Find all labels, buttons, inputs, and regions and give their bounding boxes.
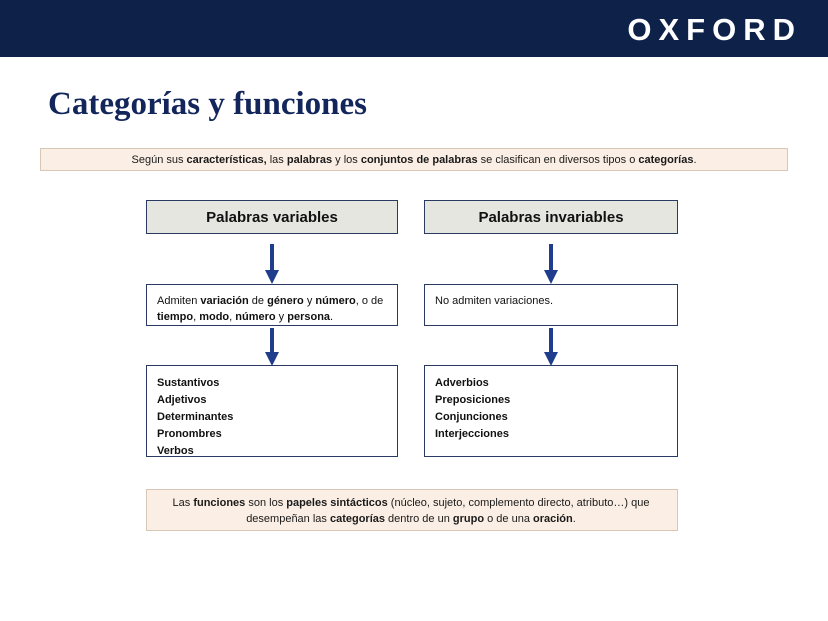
definition-invariables: No admiten variaciones. <box>424 284 678 326</box>
list-item: Preposiciones <box>435 394 511 407</box>
items-invariables <box>424 365 678 457</box>
note-top <box>40 148 788 171</box>
oxford-logo: OXFORD <box>627 12 802 47</box>
arrow-down-icon <box>543 328 559 366</box>
definition-variables: Admiten variación de género y número, o de tiempo, modo, número y persona. <box>146 284 398 326</box>
note-top-text: Según sus características, las palabras y los conjuntos de palabras se clasifican en diversos tipos o categorías. <box>131 153 697 166</box>
column-heading-variables: Palabras variables <box>146 200 398 234</box>
note-bottom <box>146 489 678 531</box>
column-heading-invariables: Palabras invariables <box>424 200 678 234</box>
arrow-down-icon <box>264 328 280 366</box>
list-item: Verbos <box>157 445 194 458</box>
list-item: Pronombres <box>157 428 222 441</box>
arrow-down-icon <box>264 244 280 284</box>
items-variables <box>146 365 398 457</box>
page-title: Categorías y funciones <box>48 86 367 122</box>
header-accent-line <box>0 57 828 61</box>
list-item: Adjetivos <box>157 394 207 407</box>
list-item: Sustantivos <box>157 377 220 389</box>
list-item: Determinantes <box>157 411 234 424</box>
list-item: Conjunciones <box>435 411 508 424</box>
arrow-down-icon <box>543 244 559 284</box>
list-item: Interjecciones <box>435 428 509 441</box>
note-bottom-text: Las funciones son los papeles sintácticos (núcleo, sujeto, complemento directo, atributo…) que desempeñan las categorías dentro de un grupo o de una oración. <box>172 497 650 525</box>
list-item: Adverbios <box>435 377 489 389</box>
